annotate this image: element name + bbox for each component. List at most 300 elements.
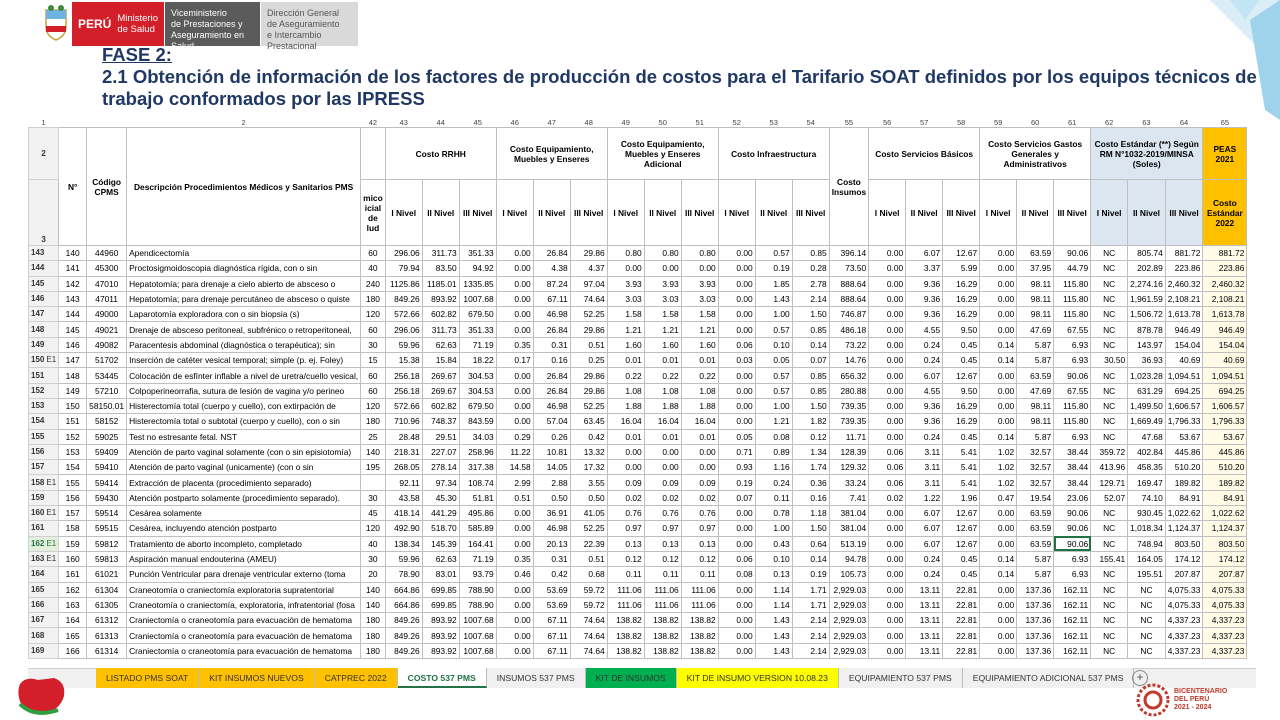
cell-tiempo[interactable]: 120	[361, 398, 386, 413]
column-number[interactable]: 64	[1179, 118, 1189, 127]
cell-n[interactable]: 156	[59, 490, 87, 505]
cell-value[interactable]: 0.00	[681, 444, 718, 459]
cell-value[interactable]: 22.81	[943, 613, 980, 628]
cell-value[interactable]: 129.32	[829, 460, 868, 475]
cell-value[interactable]: 4,337.23	[1203, 613, 1247, 628]
cell-codigo[interactable]: 49082	[87, 337, 127, 352]
cell-value[interactable]: 115.80	[1054, 276, 1091, 291]
cell-value[interactable]: 73.50	[829, 261, 868, 276]
sheet-tab[interactable]: KIT DE INSUMOS	[586, 668, 677, 688]
cell-value[interactable]: 0.00	[980, 613, 1017, 628]
cell-value[interactable]: 98.11	[1017, 276, 1054, 291]
cell-value[interactable]: 0.46	[496, 567, 533, 582]
cell-value[interactable]: 3.93	[681, 276, 718, 291]
cell-value[interactable]: 16.29	[943, 291, 980, 306]
cell-value[interactable]: 0.45	[943, 353, 980, 368]
cell-value[interactable]: 1.60	[644, 337, 681, 352]
column-number[interactable]: 59	[993, 118, 1003, 127]
cell-n[interactable]: 154	[59, 460, 87, 475]
cell-value[interactable]: 63.45	[570, 414, 607, 429]
cell-codigo[interactable]: 59025	[87, 429, 127, 444]
cell-descripcion[interactable]: Laparotomía exploradora con o sin biopsia (s)	[127, 307, 361, 322]
cell-descripcion[interactable]: Colpoperineorrafia, sutura de lesión de vagina y/o perineo	[127, 383, 361, 398]
cell-value[interactable]: 0.00	[980, 291, 1017, 306]
cell-value[interactable]: 67.55	[1054, 383, 1091, 398]
cell-value[interactable]: NC	[1091, 368, 1128, 383]
row-header[interactable]	[29, 460, 59, 475]
cell-value[interactable]: 1.43	[755, 628, 792, 643]
cell-value[interactable]: 111.06	[644, 597, 681, 612]
cell-value[interactable]: 278.14	[422, 460, 459, 475]
cell-value[interactable]: 162.11	[1054, 628, 1091, 643]
cell-value[interactable]: 11.71	[829, 429, 868, 444]
cell-value[interactable]: 74.10	[1128, 490, 1166, 505]
cell-value[interactable]: 0.06	[869, 444, 906, 459]
cell-value[interactable]: 746.87	[829, 307, 868, 322]
header-equip-adic-nivel3[interactable]: III Nivel	[681, 180, 718, 246]
cell-value[interactable]: 16.29	[943, 414, 980, 429]
cell-value[interactable]: 115.80	[1054, 291, 1091, 306]
cell-value[interactable]: NC	[1091, 307, 1128, 322]
cell-value[interactable]: 893.92	[422, 613, 459, 628]
cell-value[interactable]: 0.89	[755, 444, 792, 459]
cell-value[interactable]: 18.22	[459, 353, 496, 368]
cell-value[interactable]: 1.58	[607, 307, 644, 322]
cell-value[interactable]: 6.93	[1054, 551, 1091, 566]
table-row[interactable]	[29, 337, 1247, 352]
cell-value[interactable]: 739.35	[829, 414, 868, 429]
cell-value[interactable]: 63.59	[1017, 536, 1054, 551]
cell-value[interactable]: 0.02	[681, 490, 718, 505]
cell-value[interactable]: 1.50	[792, 398, 829, 413]
cell-value[interactable]: 6.07	[906, 536, 943, 551]
row-header[interactable]	[29, 322, 59, 337]
cell-value[interactable]: 1,094.51	[1203, 368, 1247, 383]
cell-value[interactable]: 73.22	[829, 337, 868, 352]
cell-value[interactable]: 0.00	[681, 261, 718, 276]
cell-value[interactable]: NC	[1091, 521, 1128, 536]
cell-n[interactable]: 166	[59, 643, 87, 658]
cell-value[interactable]: 0.14	[980, 353, 1017, 368]
cell-value[interactable]: 223.86	[1203, 261, 1247, 276]
cell-value[interactable]: 90.06	[1054, 506, 1091, 521]
cell-value[interactable]: 98.11	[1017, 398, 1054, 413]
cell-value[interactable]: 71.19	[459, 551, 496, 566]
cell-value[interactable]: 138.82	[644, 628, 681, 643]
cell-value[interactable]: 0.19	[792, 567, 829, 582]
cell-value[interactable]: 0.00	[496, 261, 533, 276]
cell-value[interactable]: 0.00	[980, 597, 1017, 612]
cell-value[interactable]: 0.11	[644, 567, 681, 582]
cell-value[interactable]: 0.80	[644, 246, 681, 261]
row-header[interactable]	[29, 597, 59, 612]
cell-value[interactable]: 2,929.03	[829, 597, 868, 612]
cell-value[interactable]: 22.81	[943, 643, 980, 658]
cell-codigo[interactable]: 47010	[87, 276, 127, 291]
cell-value[interactable]: 45.30	[422, 490, 459, 505]
cell-value[interactable]: 0.00	[496, 643, 533, 658]
cell-value[interactable]: 0.24	[906, 337, 943, 352]
cell-value[interactable]: 396.14	[829, 246, 868, 261]
cell-descripcion[interactable]: Craneotomía o craniectomía exploratoria supratentorial	[127, 582, 361, 597]
cell-value[interactable]: NC	[1091, 414, 1128, 429]
cell-value[interactable]: NC	[1091, 383, 1128, 398]
cell-value[interactable]: 0.57	[755, 322, 792, 337]
cell-value[interactable]: 0.02	[607, 490, 644, 505]
cell-value[interactable]: 57.04	[533, 414, 570, 429]
cell-value[interactable]: 0.06	[869, 460, 906, 475]
cell-value[interactable]: 0.00	[869, 368, 906, 383]
cell-value[interactable]: 0.22	[607, 368, 644, 383]
cell-value[interactable]: 930.45	[1128, 506, 1166, 521]
cell-value[interactable]: 2,274.16	[1128, 276, 1166, 291]
cell-value[interactable]: 0.00	[496, 368, 533, 383]
header-infra-nivel1[interactable]: I Nivel	[718, 180, 755, 246]
cell-value[interactable]: 6.07	[906, 246, 943, 261]
cell-value[interactable]: 5.87	[1017, 551, 1054, 566]
cell-value[interactable]: 0.51	[570, 551, 607, 566]
cell-value[interactable]: 155.41	[1091, 551, 1128, 566]
cell-tiempo[interactable]: 40	[361, 261, 386, 276]
cell-n[interactable]: 164	[59, 613, 87, 628]
header-rrhh-nivel1[interactable]: I Nivel	[385, 180, 422, 246]
cell-codigo[interactable]: 44960	[87, 246, 127, 261]
cell-value[interactable]: 317.38	[459, 460, 496, 475]
cell-n[interactable]: 153	[59, 444, 87, 459]
cell-value[interactable]: 0.22	[644, 368, 681, 383]
cell-value[interactable]: NC	[1128, 613, 1166, 628]
cell-value[interactable]: 63.59	[1017, 506, 1054, 521]
cell-value[interactable]: 1,961.59	[1128, 291, 1166, 306]
cell-value[interactable]: 258.96	[459, 444, 496, 459]
cell-codigo[interactable]: 45300	[87, 261, 127, 276]
cell-value[interactable]: 0.00	[718, 261, 755, 276]
cell-value[interactable]: 29.86	[570, 246, 607, 261]
cell-value[interactable]: 0.13	[681, 536, 718, 551]
cell-value[interactable]: 381.04	[829, 521, 868, 536]
header-infra-nivel2[interactable]: II Nivel	[755, 180, 792, 246]
cell-value[interactable]: 0.05	[755, 353, 792, 368]
cell-value[interactable]: 0.51	[496, 490, 533, 505]
cell-value[interactable]: 0.00	[869, 246, 906, 261]
cell-value[interactable]: 43.58	[385, 490, 422, 505]
cell-value[interactable]: 1.43	[755, 291, 792, 306]
cell-value[interactable]: 2,108.21	[1203, 291, 1247, 306]
cell-tiempo[interactable]: 60	[361, 383, 386, 398]
cell-tiempo[interactable]: 30	[361, 551, 386, 566]
cell-tiempo[interactable]: 140	[361, 444, 386, 459]
cell-value[interactable]: 748.37	[422, 414, 459, 429]
cell-value[interactable]: 1.02	[980, 460, 1017, 475]
cell-value[interactable]: 13.11	[906, 582, 943, 597]
cell-value[interactable]: 1,022.62	[1203, 506, 1247, 521]
table-row[interactable]	[29, 460, 1247, 475]
cell-value[interactable]: 30.50	[1091, 353, 1128, 368]
cell-value[interactable]: 0.47	[980, 490, 1017, 505]
cell-value[interactable]: 189.82	[1165, 475, 1203, 490]
cell-value[interactable]: 3.11	[906, 475, 943, 490]
cell-value[interactable]: 1.88	[607, 398, 644, 413]
cell-value[interactable]: 256.18	[385, 383, 422, 398]
cell-value[interactable]: 5.41	[943, 475, 980, 490]
cell-value[interactable]: 4.55	[906, 322, 943, 337]
cell-value[interactable]: 788.90	[459, 582, 496, 597]
cell-value[interactable]: 36.91	[533, 506, 570, 521]
cell-value[interactable]: 0.00	[496, 307, 533, 322]
cell-value[interactable]: 296.06	[385, 246, 422, 261]
cell-value[interactable]: 572.66	[385, 307, 422, 322]
column-number[interactable]	[87, 118, 127, 128]
cell-value[interactable]: 78.90	[385, 567, 422, 582]
cell-descripcion[interactable]: Aspiración manual endouterina (AMEU)	[127, 551, 361, 566]
cell-descripcion[interactable]: Atención postparto solamente (procedimiento separado).	[127, 490, 361, 505]
header-equip-adic-nivel1[interactable]: I Nivel	[607, 180, 644, 246]
cell-value[interactable]: 7.41	[829, 490, 868, 505]
cell-tiempo[interactable]: 15	[361, 353, 386, 368]
cell-value[interactable]: 0.22	[681, 368, 718, 383]
column-number[interactable]: 45	[473, 118, 482, 127]
cell-value[interactable]: 510.20	[1203, 460, 1247, 475]
cell-value[interactable]: 1.88	[644, 398, 681, 413]
cell-value[interactable]: 0.00	[607, 444, 644, 459]
cell-value[interactable]: 2.78	[792, 276, 829, 291]
row-header[interactable]	[29, 582, 59, 597]
cell-value[interactable]: 0.00	[496, 291, 533, 306]
cell-value[interactable]: 0.25	[570, 353, 607, 368]
cell-value[interactable]: 19.54	[1017, 490, 1054, 505]
cell-value[interactable]: 445.86	[1165, 444, 1203, 459]
cell-codigo[interactable]: 47011	[87, 291, 127, 306]
cell-n[interactable]: 163	[59, 597, 87, 612]
cell-value[interactable]: 2,929.03	[829, 613, 868, 628]
header-servicios-nivel1[interactable]: I Nivel	[869, 180, 906, 246]
cell-tiempo[interactable]: 180	[361, 628, 386, 643]
cell-value[interactable]: 513.19	[829, 536, 868, 551]
cell-value[interactable]: 16.04	[607, 414, 644, 429]
cell-value[interactable]: 97.04	[570, 276, 607, 291]
cell-value[interactable]: 0.31	[533, 551, 570, 566]
column-number[interactable]: 1	[41, 118, 46, 127]
cell-n[interactable]: 151	[59, 414, 87, 429]
cell-value[interactable]: 269.67	[422, 368, 459, 383]
cell-value[interactable]: 63.59	[1017, 521, 1054, 536]
cell-value[interactable]: 4,337.23	[1203, 643, 1247, 658]
table-row[interactable]	[29, 490, 1247, 505]
cell-value[interactable]: 138.82	[607, 643, 644, 658]
sheet-tab[interactable]: EQUIPAMIENTO 537 PMS	[839, 668, 963, 688]
cell-value[interactable]: 3.03	[681, 291, 718, 306]
table-row[interactable]	[29, 582, 1247, 597]
cell-value[interactable]: 0.00	[718, 613, 755, 628]
cell-codigo[interactable]: 49000	[87, 307, 127, 322]
cell-value[interactable]: 74.64	[570, 613, 607, 628]
cell-value[interactable]: 0.97	[681, 521, 718, 536]
cell-value[interactable]: 0.00	[869, 353, 906, 368]
cell-value[interactable]: 1.82	[792, 414, 829, 429]
row-header[interactable]	[29, 536, 59, 551]
row-header[interactable]	[29, 307, 59, 322]
cell-value[interactable]: 2,929.03	[829, 628, 868, 643]
cell-value[interactable]: 34.03	[459, 429, 496, 444]
header-infra-nivel3[interactable]: III Nivel	[792, 180, 829, 246]
cell-value[interactable]: 0.00	[718, 414, 755, 429]
cell-value[interactable]: 0.00	[718, 628, 755, 643]
column-number[interactable]: 52	[732, 118, 741, 127]
cell-value[interactable]: 0.45	[943, 567, 980, 582]
cell-value[interactable]: 2.14	[792, 291, 829, 306]
cell-value[interactable]: 83.01	[422, 567, 459, 582]
cell-value[interactable]: NC	[1091, 261, 1128, 276]
row-header[interactable]	[29, 398, 59, 413]
cell-value[interactable]: 0.50	[570, 490, 607, 505]
column-number[interactable]: 61	[1067, 118, 1077, 127]
row-header[interactable]	[29, 490, 59, 505]
row-header[interactable]	[29, 613, 59, 628]
cell-value[interactable]: 145.39	[422, 536, 459, 551]
cell-n[interactable]: 165	[59, 628, 87, 643]
cell-value[interactable]: 47.68	[1128, 429, 1166, 444]
cell-value[interactable]: 5.99	[943, 261, 980, 276]
cell-n[interactable]: 147	[59, 353, 87, 368]
cell-value[interactable]: 227.07	[422, 444, 459, 459]
cell-value[interactable]: 1.00	[755, 307, 792, 322]
header-infra[interactable]: Costo Infraestructura	[718, 128, 829, 180]
sheet-tab[interactable]: CATPREC 2022	[315, 668, 398, 688]
cell-value[interactable]: 1.18	[792, 506, 829, 521]
cell-value[interactable]: 51.81	[459, 490, 496, 505]
cell-value[interactable]: 0.01	[644, 429, 681, 444]
cell-value[interactable]: 1.43	[755, 613, 792, 628]
cell-value[interactable]: 46.98	[533, 521, 570, 536]
cell-value[interactable]: 0.14	[792, 551, 829, 566]
cell-value[interactable]: 0.76	[644, 506, 681, 521]
cell-value[interactable]: 0.02	[644, 490, 681, 505]
cell-value[interactable]: 0.80	[681, 246, 718, 261]
row-header[interactable]	[29, 429, 59, 444]
cell-value[interactable]: 893.92	[422, 291, 459, 306]
cell-value[interactable]: 29.51	[422, 429, 459, 444]
cell-value[interactable]: 0.29	[496, 429, 533, 444]
sheet-tab[interactable]: COSTO 537 PMS	[398, 668, 487, 688]
cell-value[interactable]: 0.00	[980, 276, 1017, 291]
cell-value[interactable]: 0.24	[906, 429, 943, 444]
cell-value[interactable]: 63.59	[1017, 368, 1054, 383]
header-servicios-nivel3[interactable]: III Nivel	[943, 180, 980, 246]
column-number[interactable]: 56	[882, 118, 892, 127]
cell-value[interactable]: 0.14	[792, 337, 829, 352]
cell-value[interactable]: 0.00	[496, 246, 533, 261]
cell-value[interactable]: 1,606.57	[1165, 398, 1203, 413]
cell-value[interactable]: 0.00	[718, 643, 755, 658]
cell-value[interactable]: 0.12	[644, 551, 681, 566]
cell-value[interactable]: 0.16	[533, 353, 570, 368]
cell-value[interactable]: 52.25	[570, 307, 607, 322]
cell-value[interactable]: 0.14	[980, 551, 1017, 566]
cell-value[interactable]: 1.96	[943, 490, 980, 505]
cell-value[interactable]: 2,460.32	[1203, 276, 1247, 291]
cell-value[interactable]: 98.11	[1017, 414, 1054, 429]
cell-value[interactable]: 3.11	[906, 444, 943, 459]
cell-value[interactable]: 137.36	[1017, 582, 1054, 597]
cell-tiempo[interactable]: 140	[361, 582, 386, 597]
cell-value[interactable]: 29.86	[570, 383, 607, 398]
cell-value[interactable]: NC	[1091, 567, 1128, 582]
cell-value[interactable]: 32.57	[1017, 444, 1054, 459]
cell-value[interactable]: 788.90	[459, 597, 496, 612]
cell-value[interactable]: 0.00	[718, 322, 755, 337]
column-number[interactable]: 53	[769, 118, 778, 127]
cell-value[interactable]: 351.33	[459, 246, 496, 261]
cell-value[interactable]: 223.86	[1165, 261, 1203, 276]
cell-tiempo[interactable]: 180	[361, 414, 386, 429]
cell-value[interactable]: 5.87	[1017, 429, 1054, 444]
cell-n[interactable]: 150	[59, 398, 87, 413]
cell-value[interactable]: 105.73	[829, 567, 868, 582]
cell-codigo[interactable]: 57210	[87, 383, 127, 398]
cell-value[interactable]: NC	[1091, 337, 1128, 352]
table-row[interactable]	[29, 261, 1247, 276]
cell-value[interactable]: 0.00	[980, 307, 1017, 322]
cell-codigo[interactable]: 58152	[87, 414, 127, 429]
cell-value[interactable]: 40.69	[1203, 353, 1247, 368]
cell-value[interactable]: 1.60	[681, 337, 718, 352]
cell-n[interactable]: 142	[59, 276, 87, 291]
cell-value[interactable]: 29.86	[570, 322, 607, 337]
cell-value[interactable]: 0.00	[718, 506, 755, 521]
cell-value[interactable]: 111.06	[681, 597, 718, 612]
header-equip-adic-nivel2[interactable]: II Nivel	[644, 180, 681, 246]
cell-value[interactable]: 1,796.33	[1203, 414, 1247, 429]
cell-value[interactable]: 17.32	[570, 460, 607, 475]
cell-descripcion[interactable]: Craneotomía o craniectomía, exploratoria, infratentorial (fosa	[127, 597, 361, 612]
cell-value[interactable]: 0.00	[496, 521, 533, 536]
cell-value[interactable]: NC	[1091, 628, 1128, 643]
row-header[interactable]	[29, 551, 59, 566]
cell-value[interactable]: NC	[1091, 429, 1128, 444]
row-header[interactable]	[29, 291, 59, 306]
cell-value[interactable]: 108.74	[459, 475, 496, 490]
table-row[interactable]	[29, 643, 1247, 658]
cell-value[interactable]: 74.64	[570, 628, 607, 643]
cell-value[interactable]: 67.11	[533, 291, 570, 306]
cell-value[interactable]: 6.07	[906, 521, 943, 536]
cell-value[interactable]: 98.11	[1017, 291, 1054, 306]
cell-value[interactable]: 0.00	[718, 383, 755, 398]
cell-value[interactable]: 13.11	[906, 643, 943, 658]
cell-tiempo[interactable]: 120	[361, 521, 386, 536]
cell-value[interactable]: 0.24	[906, 567, 943, 582]
row-header[interactable]	[29, 246, 59, 261]
cell-value[interactable]: 138.34	[385, 536, 422, 551]
cell-tiempo[interactable]: 20	[361, 567, 386, 582]
header-tiempo[interactable]: mico icial de lud	[361, 180, 386, 246]
cell-value[interactable]: 0.07	[718, 490, 755, 505]
cell-value[interactable]: 946.49	[1165, 322, 1203, 337]
cell-value[interactable]: NC	[1091, 322, 1128, 337]
cell-value[interactable]: NC	[1091, 643, 1128, 658]
cell-value[interactable]: 28.48	[385, 429, 422, 444]
cell-value[interactable]: 0.00	[869, 506, 906, 521]
cell-value[interactable]: 137.36	[1017, 628, 1054, 643]
cell-value[interactable]: 13.11	[906, 597, 943, 612]
cell-value[interactable]: 699.85	[422, 582, 459, 597]
cell-value[interactable]: 3.55	[570, 475, 607, 490]
cell-value[interactable]: 26.84	[533, 322, 570, 337]
cell-value[interactable]: 189.82	[1203, 475, 1247, 490]
table-row[interactable]	[29, 246, 1247, 261]
cell-value[interactable]: 4,075.33	[1203, 582, 1247, 597]
cell-value[interactable]: 1,124.37	[1203, 521, 1247, 536]
